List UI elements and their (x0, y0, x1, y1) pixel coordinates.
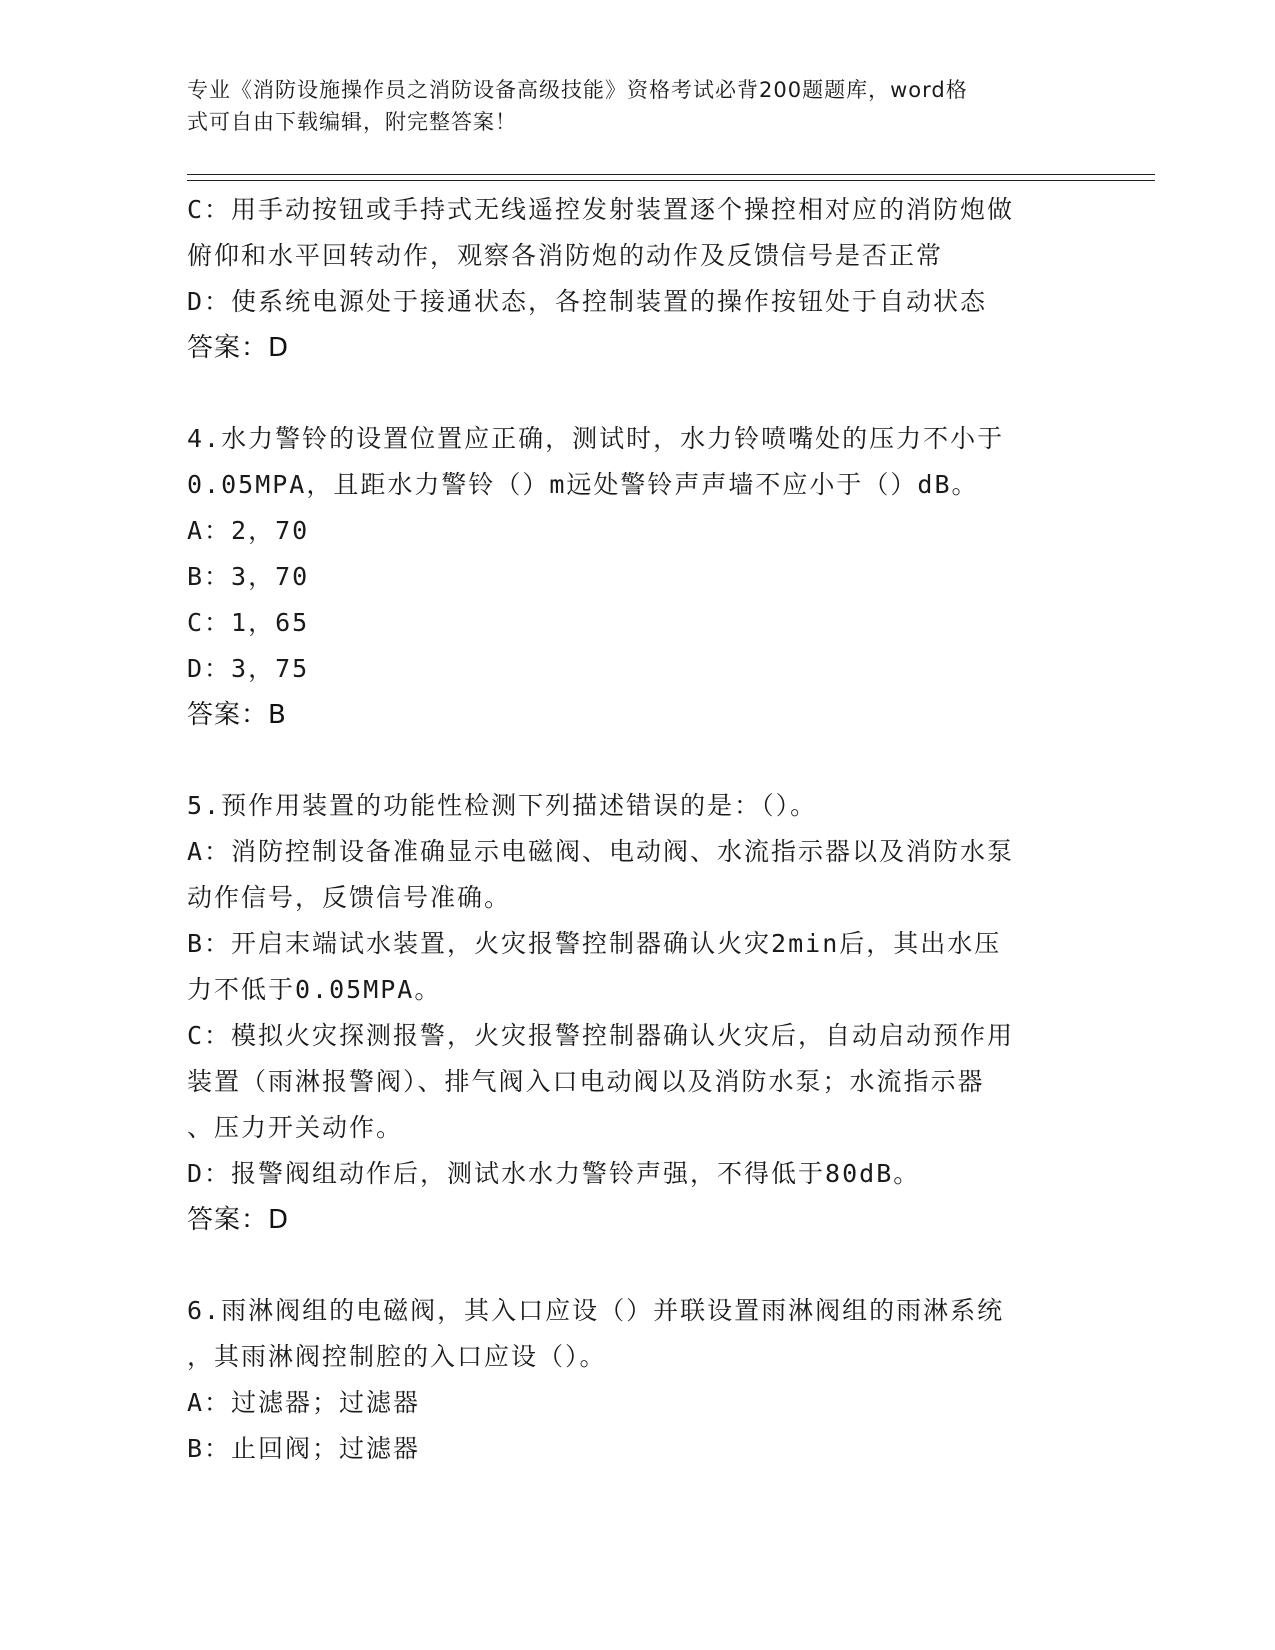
option-b: B：3，70 (187, 562, 310, 591)
option-c: C：1，65 (187, 608, 310, 637)
question-5 (187, 783, 1087, 1243)
header-divider-bottom (187, 180, 1155, 181)
header-line-1: 专业《消防设施操作员之消防设备高级技能》资格考试必背200题题库，word格 (187, 78, 968, 102)
question-stem-line-1: 4.水力警铃的设置位置应正确，测试时，水力铃喷嘴处的压力不小于 (187, 424, 1005, 453)
option-c-line-3: 、压力开关动作。 (187, 1113, 404, 1142)
option-a-line-2: 动作信号，反馈信号准确。 (187, 883, 512, 912)
question-stem-line-2: ，其雨淋阀控制腔的入口应设（）。 (187, 1342, 607, 1371)
question-3-tail (187, 187, 1087, 371)
header-line-2: 式可自由下载编辑，附完整答案！ (187, 110, 517, 134)
option-c-line-1: C：用手动按钮或手持式无线遥控发射装置逐个操控相对应的消防炮做 (187, 195, 1015, 224)
option-c-line-2: 装置（雨淋报警阀）、排气阀入口电动阀以及消防水泵；水流指示器 (187, 1067, 985, 1096)
question-stem-line-2: 0.05MPA，且距水力警铃（）m远处警铃声声墙不应小于（）dB。 (187, 470, 979, 499)
answer: 答案：D (187, 333, 290, 363)
answer: 答案：B (187, 700, 287, 730)
question-6 (187, 1288, 1087, 1472)
option-a: A：过滤器；过滤器 (187, 1388, 421, 1417)
question-content (187, 187, 1087, 1472)
question-stem: 5.预作用装置的功能性检测下列描述错误的是：（）。 (187, 791, 818, 820)
option-d: D：3，75 (187, 654, 310, 683)
option-d: D：使系统电源处于接通状态，各控制装置的操作按钮处于自动状态 (187, 287, 988, 316)
option-b-line-1: B：开启末端试水装置，火灾报警控制器确认火灾2min后，其出水压 (187, 929, 1002, 958)
option-a: A：2，70 (187, 516, 310, 545)
document-header (187, 74, 1067, 138)
option-b-line-2: 力不低于0.05MPA。 (187, 975, 442, 1004)
option-d: D：报警阀组动作后，测试水水力警铃声强，不得低于80dB。 (187, 1159, 921, 1188)
option-c-line-1: C：模拟火灾探测报警，火灾报警控制器确认火灾后，自动启动预作用 (187, 1021, 1015, 1050)
answer: 答案：D (187, 1205, 290, 1235)
option-a-line-1: A：消防控制设备准确显示电磁阀、电动阀、水流指示器以及消防水泵 (187, 837, 1015, 866)
option-b: B：止回阀；过滤器 (187, 1434, 421, 1463)
question-4 (187, 416, 1087, 738)
option-c-line-2: 俯仰和水平回转动作，观察各消防炮的动作及反馈信号是否正常 (187, 241, 944, 270)
header-divider-top (187, 174, 1155, 175)
question-stem-line-1: 6.雨淋阀组的电磁阀，其入口应设（）并联设置雨淋阀组的雨淋系统 (187, 1296, 1005, 1325)
